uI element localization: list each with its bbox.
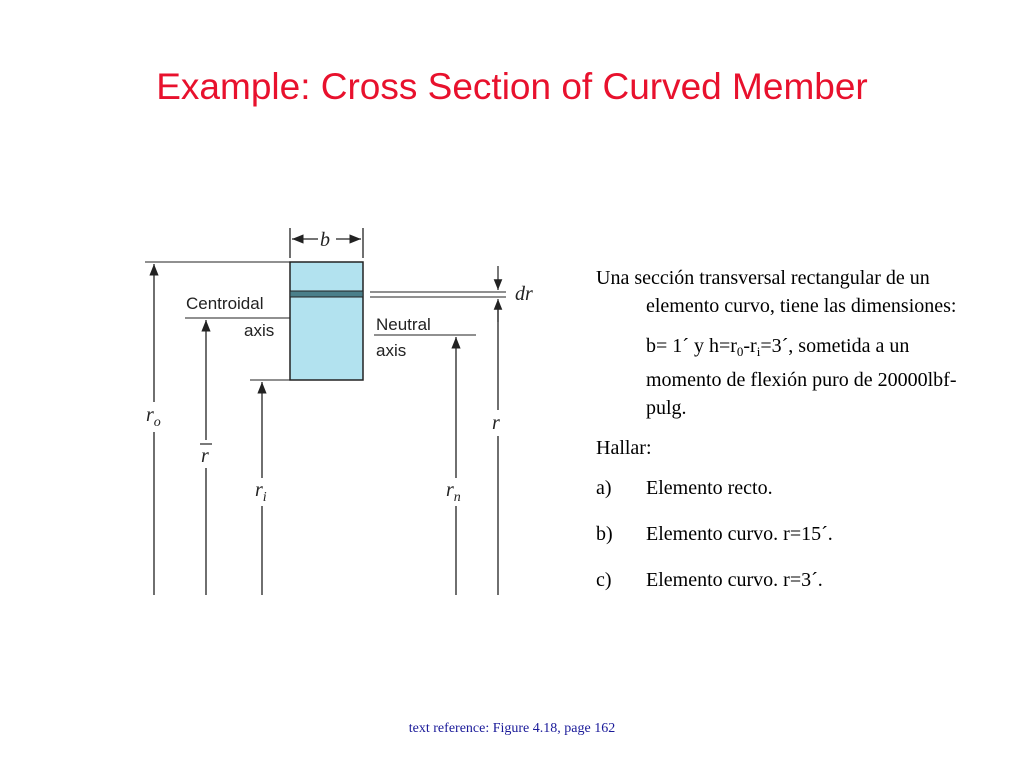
intro-paragraph: Una sección transversal rectangular de un elemento curvo, tiene las dimensiones: <box>596 267 957 317</box>
dr-label: dr <box>515 283 533 305</box>
dimensions-paragraph: b= 1´ y $h=r_0-r_i=3´$, sometida a un momento de flexión puro de 20000lbf-pulg. <box>646 335 957 419</box>
list-item <box>596 520 986 548</box>
centroidal-label: Centroidal <box>186 294 264 313</box>
list-text: Elemento curvo. r=3´. <box>646 569 823 591</box>
list-text: Elemento recto. <box>646 477 773 499</box>
list-text: Elemento curvo. r=15´. <box>646 523 833 545</box>
ri-label: $r_i$ <box>255 479 267 505</box>
list-marker: a) <box>596 477 612 499</box>
list-item <box>596 474 986 502</box>
b-label: b <box>320 229 330 251</box>
list-marker: c) <box>596 569 612 591</box>
slide-title: Example: Cross Section of Curved Member <box>156 66 868 107</box>
width-dimension <box>290 228 363 258</box>
hallar-heading: Hallar: <box>596 437 652 459</box>
ro-label: $r_o$ <box>146 404 161 430</box>
text-reference-footer: text reference: Figure 4.18, page 162 <box>408 721 616 736</box>
cross-section-diagram <box>130 222 550 600</box>
rectangular-section <box>290 262 363 380</box>
rn-label: $r_n$ <box>446 479 461 505</box>
list-marker: b) <box>596 523 613 545</box>
list-item <box>596 566 986 594</box>
problem-statement <box>596 264 986 612</box>
neutral-label: Neutral <box>376 315 431 334</box>
cross-section-figure <box>130 222 550 600</box>
centroidal-axis-label: axis <box>244 321 275 340</box>
dr-strip <box>290 291 363 297</box>
r-label: r <box>492 412 500 434</box>
rbar-label: r <box>201 445 209 467</box>
neutral-axis-label: axis <box>376 341 407 360</box>
